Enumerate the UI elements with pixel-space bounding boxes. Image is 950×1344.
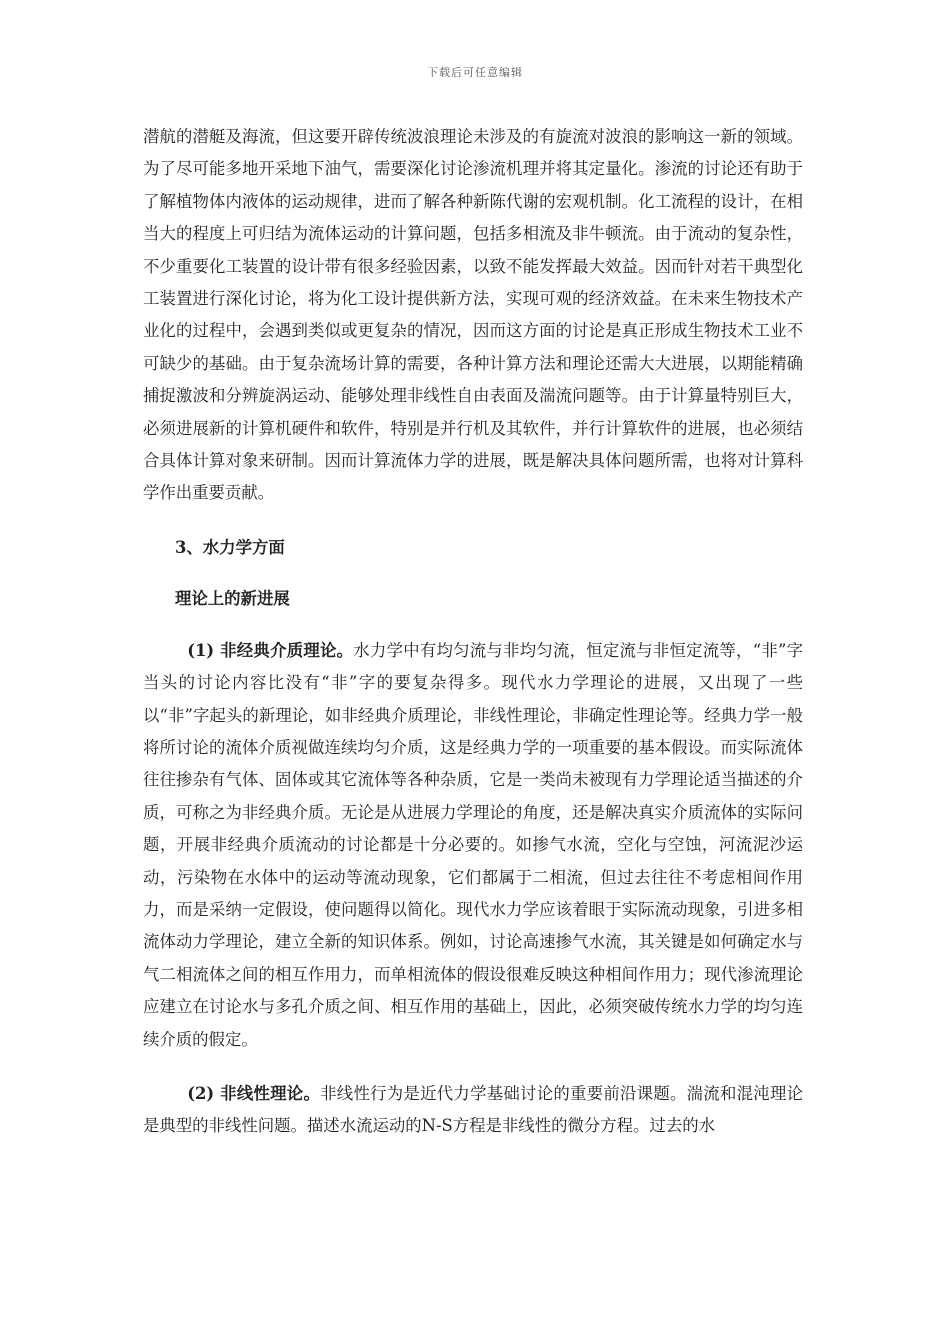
paragraph-non-classical-medium	[143, 635, 803, 1056]
spacer	[143, 564, 803, 583]
page-header: 下载后可任意编辑	[427, 66, 523, 79]
paragraph-fluid-mechanics: 潜航的潜艇及海流，但这要开辟传统波浪理论未涉及的有旋流对波浪的影响这一新的领域。为了尽可能多地开采地下油气，需要深化讨论渗流机理并将其定量化。渗流的讨论还有助于了解植物体内液体的运动规律，进而了解各种新陈代谢的宏观机制。化工流程的设计，在相当大的程度上可归结为流体运动的计算问题，包括多相流及非牛顿流。由于流动的复杂性，不少重要化工装置的设计带有很多经验因素，以致不能发挥最大效益。因而针对若干典型化工装置进行深化讨论，将为化工设计提供新方法，实现可观的经济效益。在未来生物技术产业化的过程中，会遇到类似或更复杂的情况，因而这方面的讨论是真正形成生物技术工业不可缺少的基础。由于复杂流场计算的需要，各种计算方法和理论还需大大进展，以期能精确捕捉激波和分辨旋涡运动、能够处理非线性自由表面及湍流问题等。由于计算量特别巨大，必须进展新的计算机硬件和软件，特别是并行机及其软件，并行计算软件的进展，也必须结合具体计算对象来研制。因而计算流体力学的进展，既是解决具体问题所需，也将对计算科学作出重要贡献。	[143, 127, 803, 503]
subsection-heading: 理论上的新进展	[175, 589, 290, 609]
item-title: (2) 非线性理论。	[187, 1083, 321, 1103]
spacer	[143, 510, 803, 532]
document-body	[143, 121, 803, 1143]
item-title: (1) 非经典介质理论。	[187, 640, 354, 660]
item-text: 水力学中有均匀流与非均匀流，恒定流与非恒定流等，“非”字当头的讨论内容比没有“非”字的要复杂得多。现代水力学理论的进展，又出现了一些以“非”字起头的新理论，如非经典介质理论，非线性理论，非确定性理论等。经典力学一般将所讨论的流体介质视做连续均匀介质，这是经典力学的一项重要的基本假设。而实际流体往往掺杂有气体、固体或其它流体等各种杂质，它是一类尚未被现有力学理论适当描述的介质，可称之为非经典介质。无论是从进展力学理论的角度，还是解决真实介质流体的实际问题，开展非经典介质流动的讨论都是十分必要的。如掺气水流，空化与空蚀，河流泥沙运动，污染物在水体中的运动等流动现象，它们都属于二相流，但过去往往不考虑相间作用力，而是采纳一定假设，使问题得以简化。现代水力学应该着眼于实际流动现象，引进多相流体动力学理论，建立全新的知识体系。例如，讨论高速掺气水流，其关键是如何确定水与气二相流体之间的相互作用力，而单相流体的假设很难反映这种相间作用力；现代渗流理论应建立在讨论水与多孔介质之间、相互作用的基础上，因此，必须突破传统水力学的均匀连续介质的假定。	[143, 640, 803, 1049]
paragraph-nonlinear-theory	[143, 1078, 803, 1143]
spacer	[143, 1056, 803, 1078]
item-text: 非线性行为是近代力学基础讨论的重要前沿课题。湍流和混沌理论是典型的非线性问题。描述水流运动的N-S方程是非线性的微分方程。过去的水	[143, 1083, 804, 1136]
section-heading: 3、水力学方面	[175, 537, 285, 557]
spacer	[143, 616, 803, 635]
